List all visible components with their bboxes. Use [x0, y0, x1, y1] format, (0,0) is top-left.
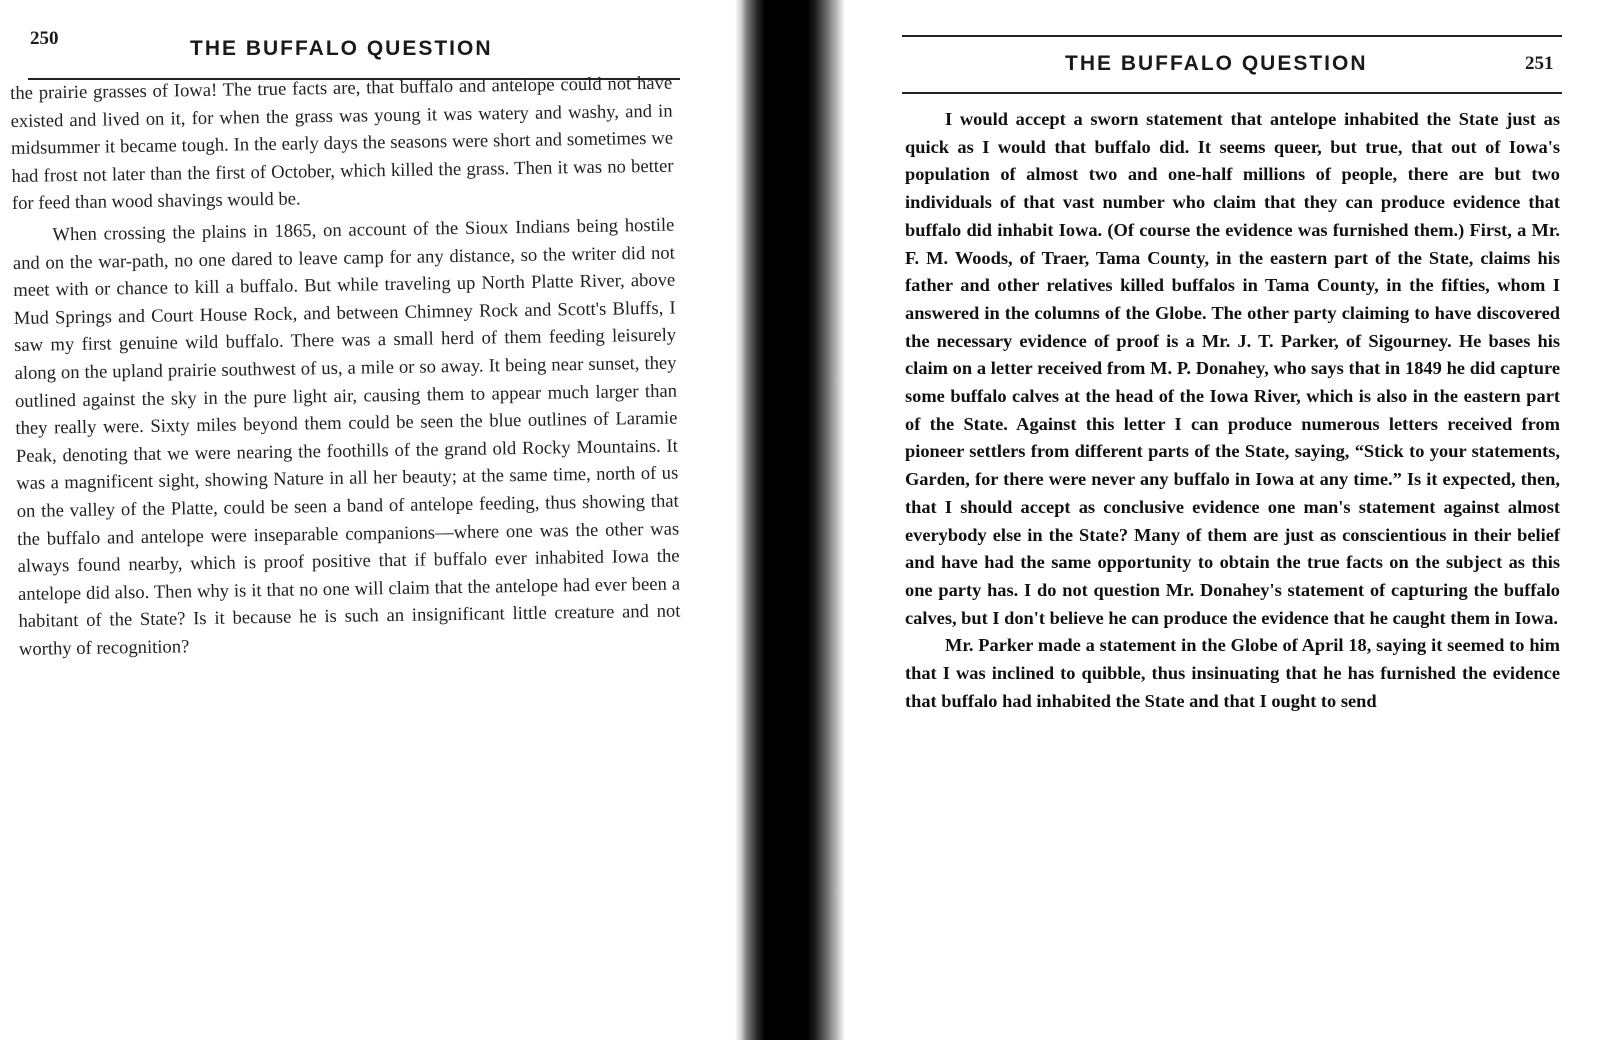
book-gutter-shadow	[735, 0, 845, 1040]
right-running-head: THE BUFFALO QUESTION	[1065, 52, 1368, 75]
right-header-rule	[902, 92, 1562, 94]
right-page-number: 251	[1525, 53, 1554, 74]
right-page-body	[905, 106, 1560, 715]
left-paragraph-1: the prairie grasses of Iowa! The true facts are, that buffalo and antelope could not have existed and lived on it, for when the grass was young it was watery and washy, and in midsummer it became tough. In the early days the seasons were short and sometimes we had frost not later than the first of October, which killed the grass. Then it was no better for feed than wood shavings would be.	[10, 72, 674, 215]
left-running-head: THE BUFFALO QUESTION	[190, 37, 493, 60]
left-page-number: 250	[30, 28, 59, 49]
left-paragraph-2: When crossing the plains in 1865, on account of the Sioux Indians being hostile and on the war-path, no one dared to leave camp for any distance, so the writer did not meet with or chance to kill a buffalo. But while traveling up North Platte River, above Mud Springs and Court House Rock, and between Chimney Rock and Scott's Bluffs, I saw my first genuine wild buffalo. There was a small herd of them feeding leisurely along on the upland prairie southwest of us, a mile or so away. It being near sunset, they outlined against the sky in the pure light air, causing them to appear much larger than they really were. Sixty miles beyond them could be seen the blue outlines of Laramie Peak, denoting that we were nearing the foothills of the grand old Rocky Mountains. It was a magnificent sight, showing Nature in all her beauty; at the same time, north of us on the valley of the Platte, could be seen a band of antelope feeding, thus showing that the buffalo and antelope were inseparable companions—where one was the other was always found nearby, which is proof positive that if buffalo ever inhabited Iowa the antelope did also. Then why is it that no one will claim that the antelope had ever been a habitant of the State? Is it because he is such an insignificant little creature and not worthy of recognition?	[12, 214, 681, 660]
right-top-rule	[902, 35, 1562, 37]
right-paragraph-1: I would accept a sworn statement that antelope inhabited the State just as quick as I would that buffalo did. It seems queer, but true, that out of Iowa's population of almost two and one-half millions of people, there are but two individuals of that vast number who claim that they can produce evidence that buffalo did inhabit Iowa. (Of course the evidence was furnished them.) First, a Mr. F. M. Woods, of Traer, Tama County, in the eastern part of the State, claims his father and other relatives killed buffalos in Tama County, in the fifties, whom I answered in the columns of the Globe. The other party claiming to have discovered the necessary evidence of proof is a Mr. J. T. Parker, of Sigourney. He bases his claim on a letter received from M. P. Donahey, who says that in 1849 he did capture some buffalo calves at the head of the Iowa River, which is also in the eastern part of the State. Against this letter I can produce numerous letters received from pioneer settlers from different parts of the State, saying, “Stick to your statements, Garden, for there were never any buffalo in Iowa at any time.” Is it expected, then, that I should accept as conclusive evidence one man's statement against almost everybody else in the State? Many of them are just as conscientious in their belief and have had the same opportunity to obtain the true facts on the subject as this one party has. I do not question Mr. Donahey's statement of capturing the buffalo calves, but I don't believe he can produce the evidence that he caught them in Iowa.	[905, 109, 1560, 628]
right-paragraph-2: Mr. Parker made a statement in the Globe of April 18, saying it seemed to him that I was inclined to quibble, thus insinuating that he has furnished the evidence that buffalo had inhabited the State and that I ought to send	[905, 635, 1560, 711]
left-page-body	[10, 70, 681, 664]
